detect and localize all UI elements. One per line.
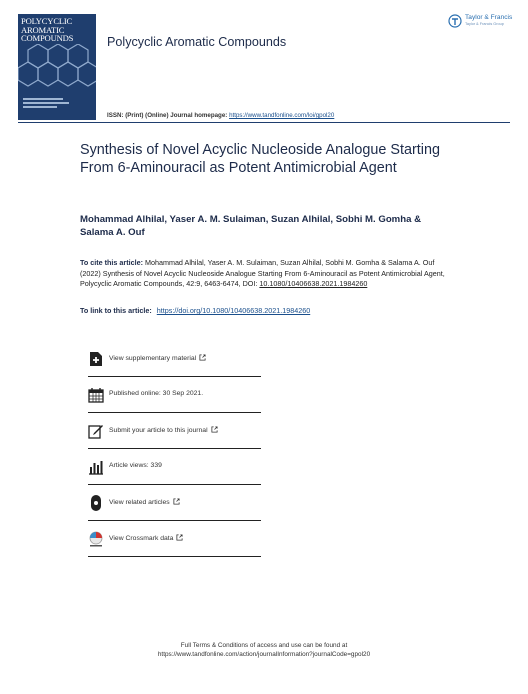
issn-label: ISSN: (Print) (Online) Journal homepage:: [107, 112, 228, 119]
related-articles-icon: [88, 495, 104, 511]
cover-text-line: [23, 98, 63, 100]
external-link-icon: [211, 426, 218, 433]
external-link-icon: [199, 354, 206, 361]
edit-pencil-icon: [88, 423, 104, 439]
citation-label: To cite this article:: [80, 258, 143, 267]
cover-title: POLYCYCLIC AROMATIC COMPOUNDS: [21, 16, 74, 44]
external-link-icon: [176, 534, 183, 541]
action-label: Submit your article to this journal: [109, 426, 218, 434]
header-divider: [18, 122, 510, 123]
publisher-logo-icon: [448, 14, 462, 28]
footer-terms-link[interactable]: https://www.tandfonline.com/action/journalInformation?journalCode=gpol20: [157, 651, 371, 659]
journal-cover-image: [18, 14, 96, 120]
article-link-line: [80, 306, 310, 315]
article-doi-link[interactable]: https://doi.org/10.1080/10406638.2021.1984260: [156, 306, 311, 315]
publisher-logo[interactable]: [448, 13, 514, 31]
journal-name[interactable]: Polycyclic Aromatic Compounds: [107, 35, 287, 49]
footer-terms-text: Full Terms & Conditions of access and use can be found at: [180, 642, 348, 649]
cover-text-line: [23, 106, 57, 108]
calendar-icon: [88, 387, 104, 403]
external-link-icon: [173, 498, 180, 505]
action-label: Published online: 30 Sep 2021.: [109, 390, 204, 397]
hexagon-pattern-icon: [18, 44, 96, 94]
cover-text-line: [23, 102, 69, 104]
citation-doi[interactable]: 10.1080/10406638.2021.1984260: [259, 279, 368, 289]
supplementary-plus-icon: [88, 351, 104, 367]
journal-homepage-link[interactable]: https://www.tandfonline.com/loi/gpol20: [229, 112, 335, 119]
supplementary-material-link[interactable]: [88, 342, 261, 377]
issn-line: [107, 112, 334, 119]
crossmark-link[interactable]: [88, 522, 261, 557]
citation-text: Mohammad Alhilal, Yaser A. M. Sulaiman, Suzan Alhilal, Sobhi M. Gomha & Salama A. Ouf (2022) Synthesis of Novel Acyclic Nucleoside Analogue Starting From 6-Aminouracil as Potent Antimicrobial Agent, Polycyclic Aromatic Compounds, 42:9, 6463-6474, DOI:: [80, 258, 445, 289]
action-label: View related articles: [109, 498, 180, 506]
crossmark-icon: [88, 531, 104, 547]
publisher-name: Taylor & Francis: [465, 14, 513, 21]
published-online-info: [88, 378, 261, 413]
action-label: View Crossmark data: [109, 534, 183, 542]
article-authors: Mohammad Alhilal, Yaser A. M. Sulaiman, Suzan Alhilal, Sobhi M. Gomha & Salama A. Ouf: [80, 214, 421, 238]
publisher-subtext: Taylor & Francis Group: [465, 22, 504, 26]
link-label: To link to this article:: [80, 306, 152, 315]
bar-chart-icon: [88, 459, 104, 475]
submit-article-link[interactable]: [88, 414, 261, 449]
citation-block: [80, 258, 452, 290]
action-label: View supplementary material: [109, 354, 206, 362]
article-views-info: [88, 450, 261, 485]
action-label: Article views: 339: [109, 462, 162, 469]
related-articles-link[interactable]: [88, 486, 261, 521]
footer: [0, 641, 528, 659]
article-title: Synthesis of Novel Acyclic Nucleoside Analogue Starting From 6-Aminouracil as Potent Antimicrobial Agent: [80, 142, 440, 176]
